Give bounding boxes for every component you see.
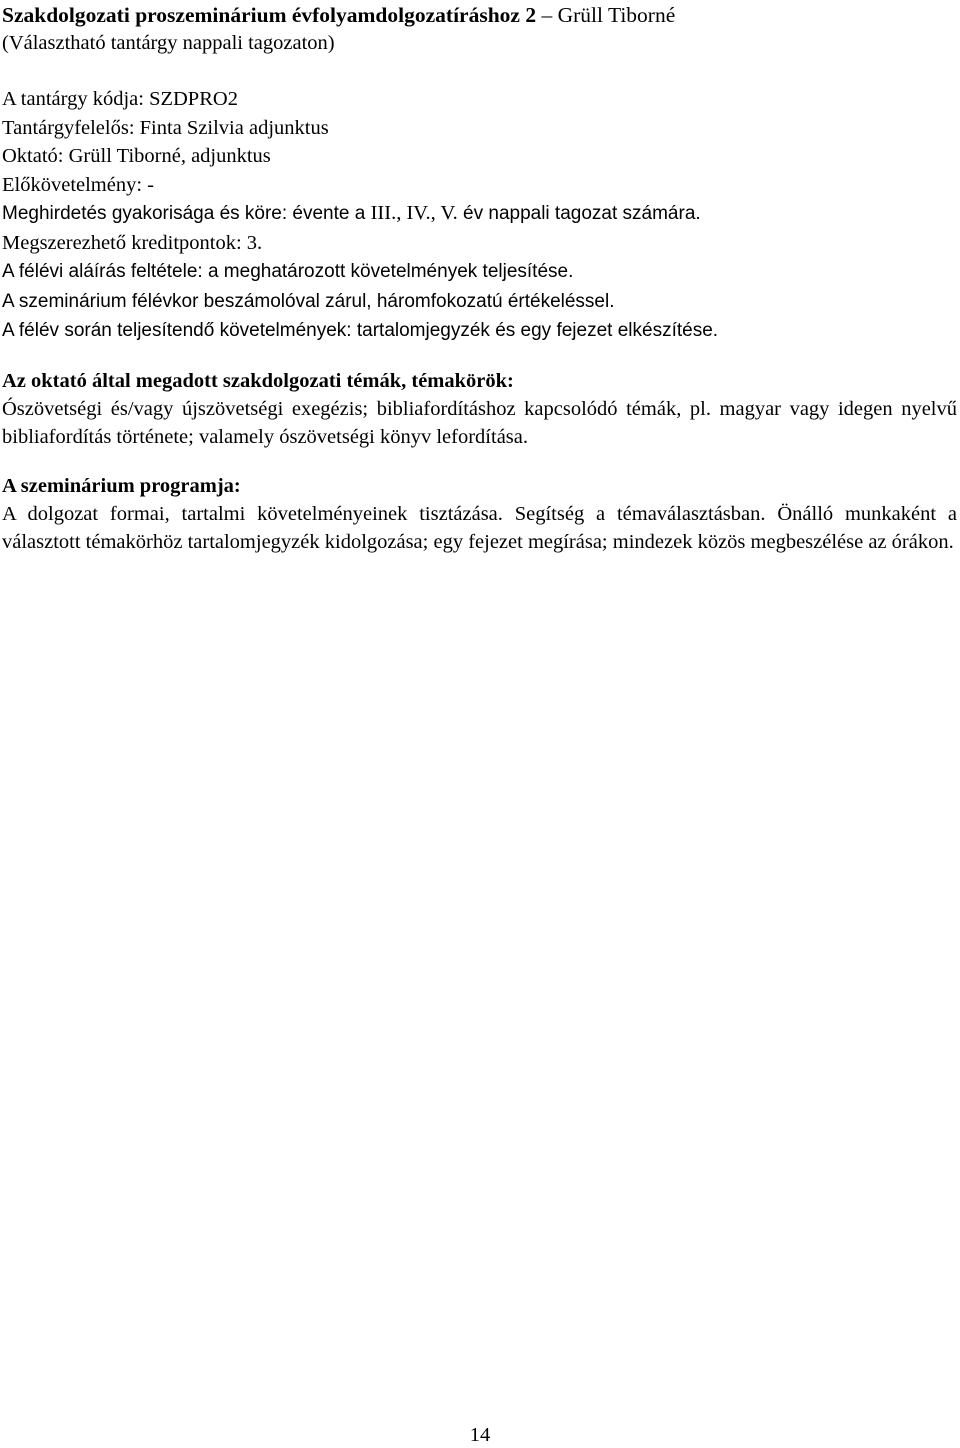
course-instructor: Grüll Tiborné (557, 3, 676, 27)
program-text: A dolgozat formai, tartalmi követelményeinek tisztázása. Segítség a témaválasztásban. Önálló munkaként a választott témakörhöz tartalomjegyzék kidolgozása; egy fejezet megírása; mindezek közös megbeszélése az órákon. (2, 502, 957, 553)
announcement-prefix: Meghirdetés gyakorisága és köre: évente a (2, 203, 371, 224)
signature-condition: A félévi aláírás feltétele: a meghatározott követelmények teljesítése. (2, 261, 574, 282)
page-number: 14 (469, 1424, 491, 1446)
topics-section (2, 367, 957, 451)
course-announcement (2, 199, 957, 229)
program-heading: A szeminárium programja: (2, 474, 241, 497)
announcement-years: III., IV., V. (370, 202, 458, 224)
topics-heading: Az oktató által megadott szakdolgozati témák, témakörök: (2, 369, 514, 392)
semester-requirements: A félév során teljesítendő követelmények: tartalomjegyzék és egy fejezet elkészítése. (2, 320, 719, 341)
course-prerequisite: Előkövetelmény: - (2, 173, 154, 196)
assessment-method: A szeminárium félévkor beszámolóval zárul, háromfokozatú értékeléssel. (2, 290, 615, 312)
course-title: Szakdolgozati proszeminárium évfolyamdolgozatíráshoz 2 (2, 3, 537, 27)
announcement-suffix: év nappali tagozat számára. (457, 203, 701, 224)
course-metadata (2, 85, 957, 346)
program-section (2, 472, 957, 556)
course-code: A tantárgy kódja: SZDPRO2 (2, 88, 238, 110)
title-dash: – (541, 3, 553, 27)
course-responsible: Tantárgyfelelős: Finta Szilvia adjunktus (2, 116, 329, 139)
course-credits: Megszerezhető kreditpontok: 3. (2, 231, 263, 254)
topics-text: Ószövetségi és/vagy újszövetségi exegézis; bibliafordításhoz kapcsolódó témák, pl. magyar vagy idegen nyelvű bibliafordítás története; valamely ószövetségi könyv lefordítása. (2, 397, 957, 448)
course-subtitle: (Választható tantárgy nappali tagozaton) (2, 32, 335, 54)
course-header (2, 1, 957, 29)
document-page (2, 0, 957, 556)
course-teacher: Oktató: Grüll Tiborné, adjunktus (2, 145, 271, 167)
